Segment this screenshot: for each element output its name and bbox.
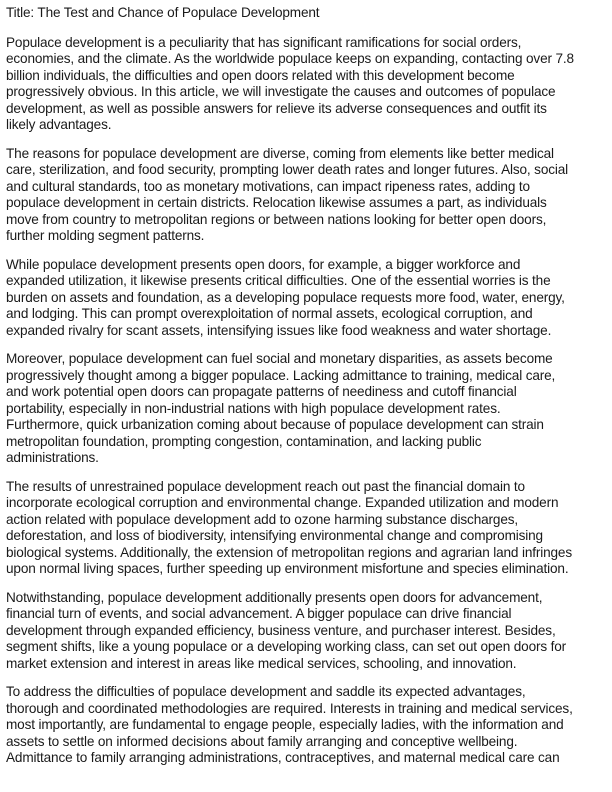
text-line: and cultural standards, too as monetary motivations, can impact ripeness rates, adding to [6,178,530,194]
paragraph-1 [6,35,608,134]
text-line: assets to settle on informed decisions about family arranging and conceptive wellbeing. [6,733,518,749]
text-line: biological systems. Additionally, the extension of metropolitan regions and agrarian land infringes [6,544,572,560]
text-line: care, sterilization, and food security, prompting lower death rates and longer futures. Also, social [6,162,569,177]
text-line: portability, especially in non-industrial nations with high populace development rates. [6,400,501,416]
text-line: deforestation, and loss of biodiversity, intensifying environmental change and compromising [6,528,543,543]
paragraph-4 [6,351,608,467]
paragraph-2 [6,146,608,245]
text-line: likely advantages. [6,117,112,132]
text-line: incorporate ecological corruption and environmental change. Expanded utilization and modern [6,495,559,510]
text-line: financial turn of events, and social advancement. A bigger populace can drive financial [6,606,512,621]
paragraph-7 [6,684,608,767]
text-line: Admittance to family arranging administrations, contraceptives, and maternal medical care can [6,750,560,765]
text-line: burden on assets and foundation, as a developing populace requests more food, water, energy, [6,289,565,305]
text-line: administrations. [6,450,99,465]
text-line: segment shifts, like a young populace or a developing working class, can set out open doors for [6,639,567,654]
text-line: The reasons for populace development are diverse, coming from elements like better medical [6,145,554,161]
document-title: Title: The Test and Chance of Populace Development [6,5,320,20]
text-line: Moreover, populace development can fuel social and monetary disparities, as assets become [6,351,553,366]
text-line: Notwithstanding, populace development additionally presents open doors for advancement, [6,589,543,605]
text-line: market extension and interest in areas like medical services, schooling, and innovation. [6,655,517,671]
text-line: progressively thought among a bigger populace. Lacking admittance to training, medical care, [6,367,556,383]
text-line: expanded rivalry for scant assets, intensifying issues like food weakness and water shortage. [6,322,552,338]
text-line: and lodging. This can prompt overexploitation of normal assets, ecological corruption, and [6,306,533,321]
text-line: While populace development presents open doors, for example, a bigger workforce and [6,256,521,272]
text-line: expanded utilization, it likewise presents critical difficulties. One of the essential worries is the [6,273,551,288]
paragraph-3 [6,257,608,340]
text-line: billion individuals, the difficulties and open doors related with this development become [6,67,515,83]
paragraph-6 [6,590,608,673]
text-line: development, as well as possible answers for relieve its adverse consequences and outfit its [6,100,547,116]
text-line: Populace development is a peculiarity that has significant ramifications for social orders, [6,34,522,50]
text-line: move from country to metropolitan regions or between nations looking for better open doors, [6,211,547,227]
text-line: further molding segment patterns. [6,228,205,243]
paragraph-5 [6,479,608,578]
text-line: The results of unrestrained populace development reach out past the financial domain to [6,478,525,494]
text-line: upon normal living spaces, further speeding up environment misfortune and species elimination. [6,561,569,576]
text-line: development through expanded efficiency, business venture, and purchaser interest. Besides, [6,622,556,638]
text-line: populace development in certain districts. Relocation likewise assumes a part, as individuals [6,195,547,210]
text-line: To address the difficulties of populace development and saddle its expected advantages, [6,684,526,699]
text-line: thorough and coordinated methodologies are required. Interests in training and medical services, [6,700,573,716]
text-line: action related with populace development add to ozone harming substance discharges, [6,511,518,527]
text-line: most importantly, are fundamental to engage people, especially ladies, with the information and [6,717,564,732]
text-line: economies, and the climate. As the worldwide populace keeps on expanding, contacting over 7.8 [6,51,574,66]
text-line: metropolitan foundation, prompting congestion, contamination, and lacking public [6,433,482,449]
text-line: and work potential open doors can propagate patterns of neediness and cutoff financial [6,384,517,399]
text-line: Furthermore, quick urbanization coming about because of populace development can strain [6,417,544,432]
text-line: progressively obvious. In this article, we will investigate the causes and outcomes of populace [6,84,556,99]
